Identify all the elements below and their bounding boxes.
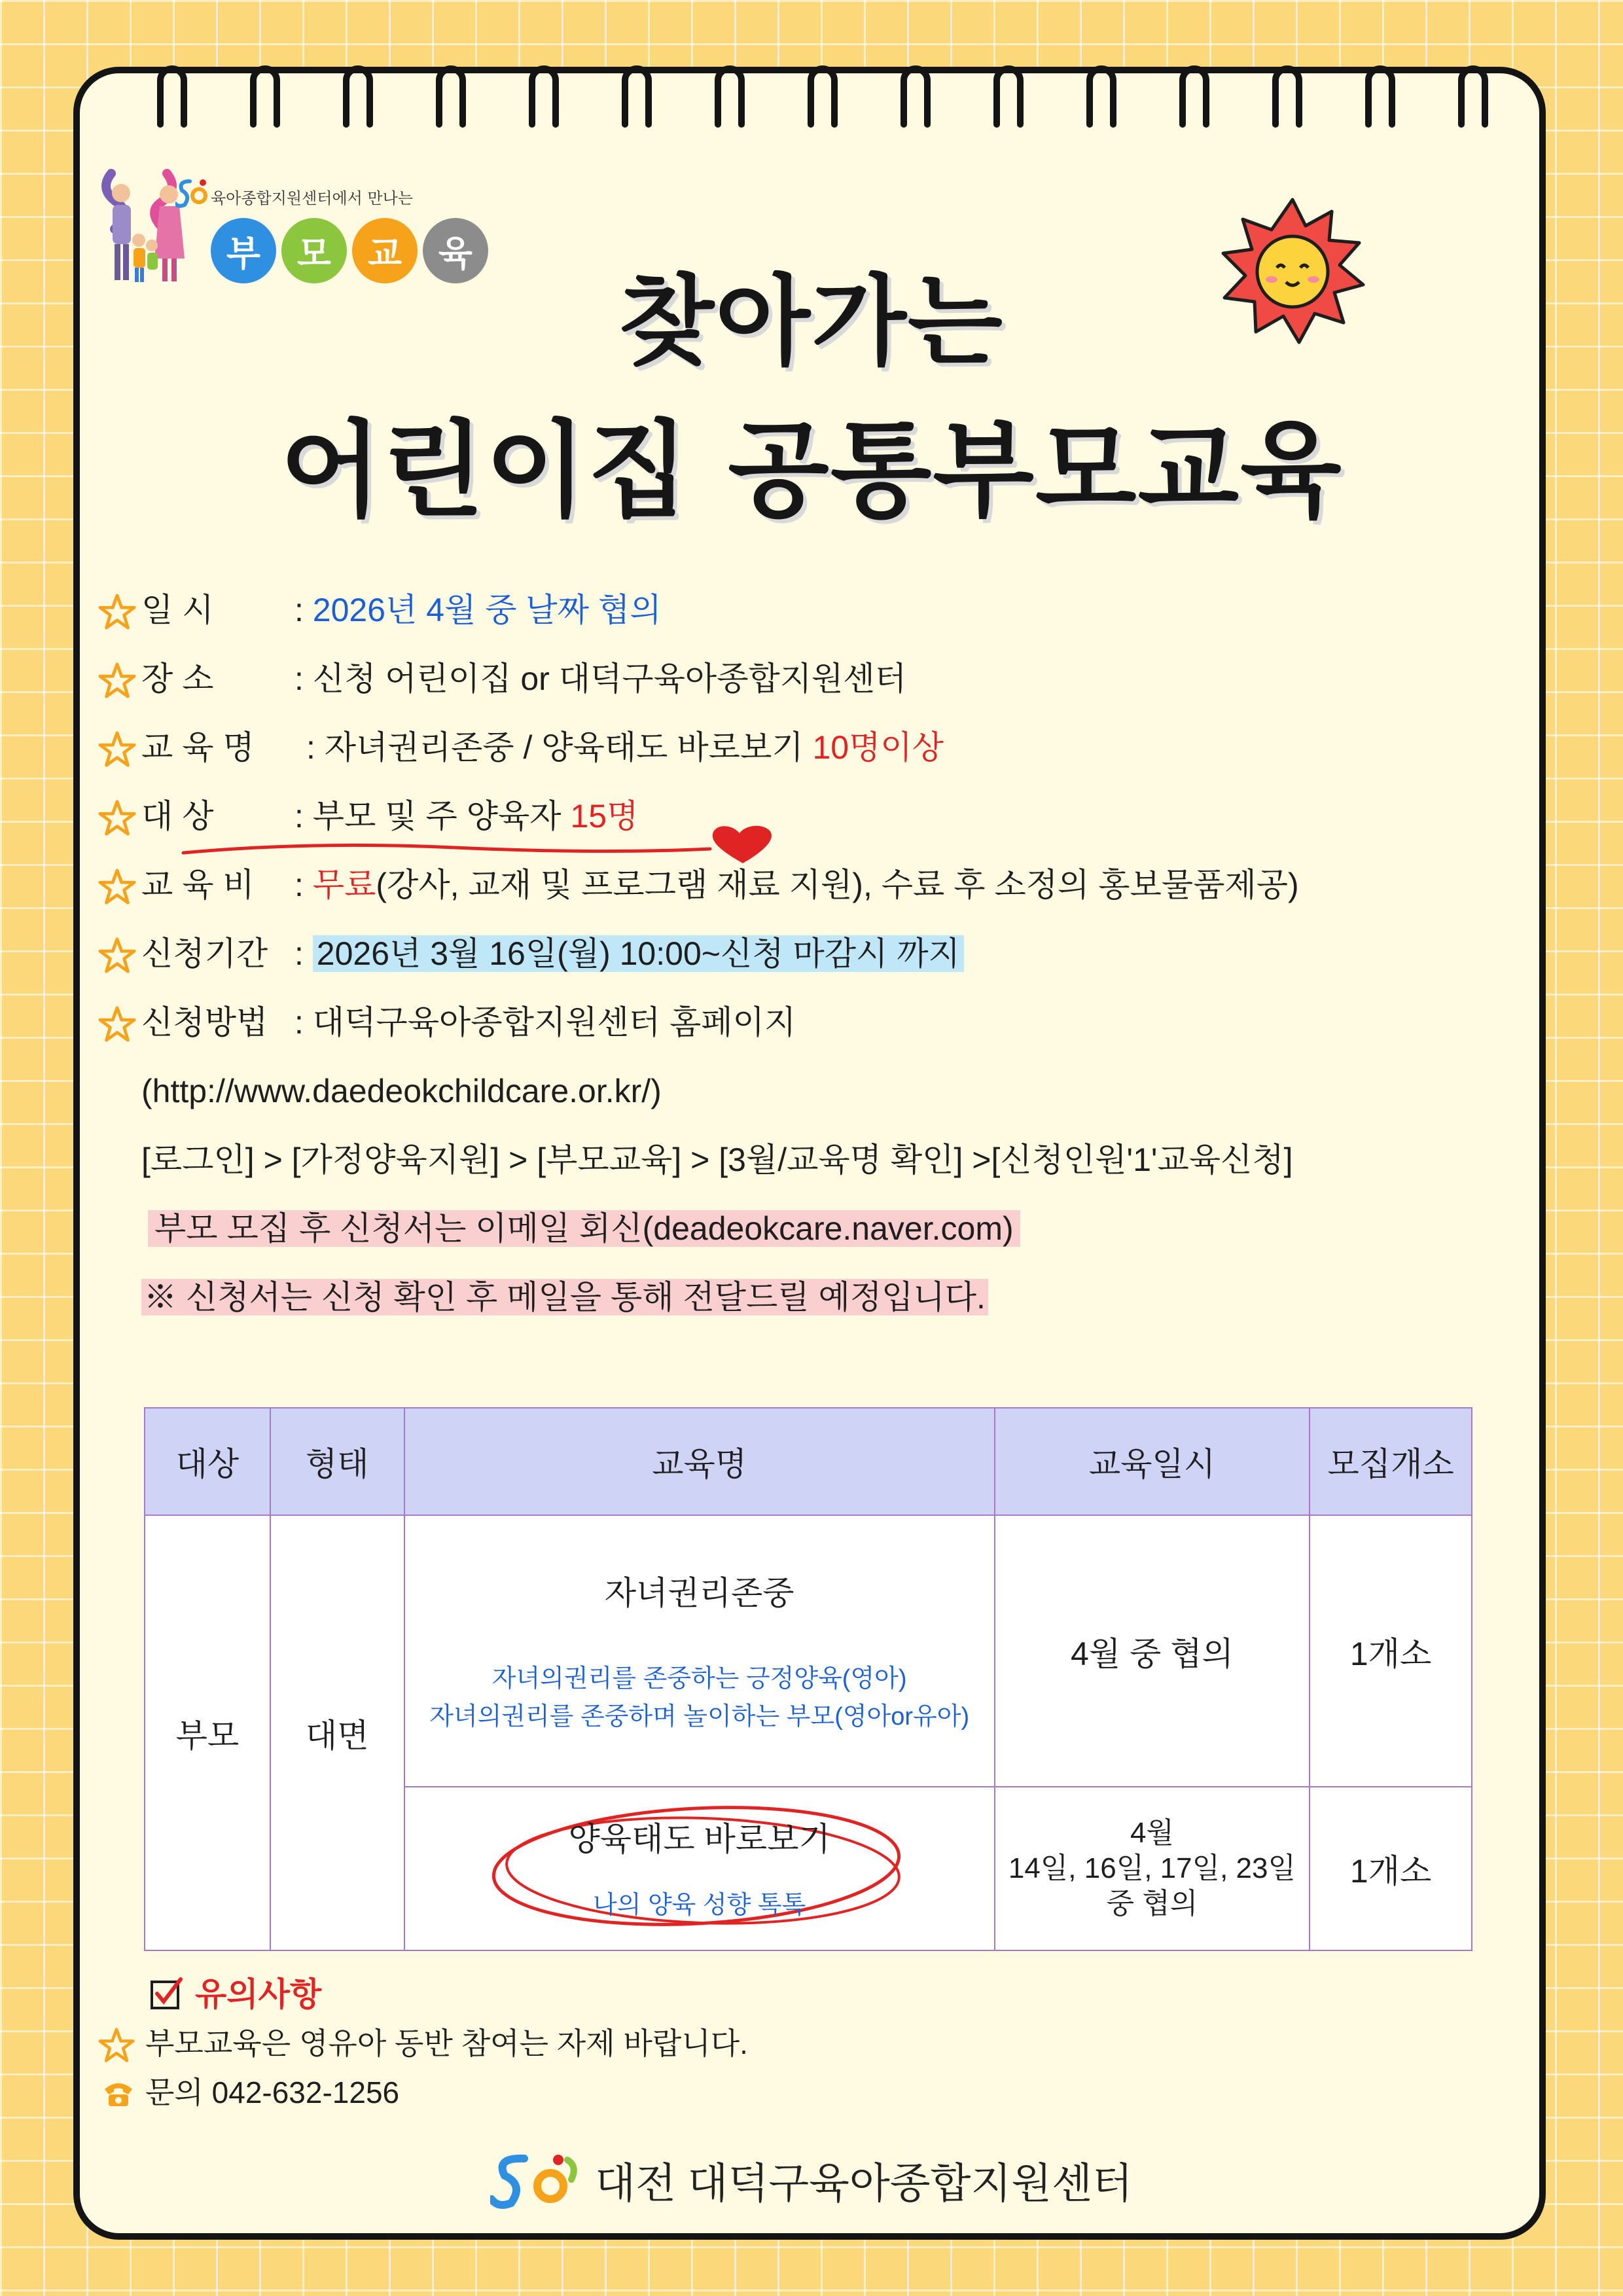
- colon: :: [294, 592, 313, 628]
- binder-ring-icon: [1176, 62, 1213, 128]
- info-section: [98, 576, 1505, 1332]
- star-icon: [98, 1005, 136, 1043]
- apply-email-row: [98, 1194, 1505, 1263]
- course-title: 양육태도 바로보기: [568, 1821, 830, 1857]
- th-count: 모집개소: [1310, 1408, 1472, 1515]
- cell-count: 1개소: [1310, 1515, 1472, 1787]
- colon: :: [294, 935, 313, 972]
- cell-date: [995, 1787, 1310, 1950]
- colon: :: [306, 729, 325, 766]
- th-course-name: 교육명: [404, 1408, 995, 1515]
- binder-ring-icon: [1455, 62, 1491, 128]
- course-desc: 자녀의권리를 존중하는 긍정양육(영아): [491, 1664, 907, 1693]
- info-label: 장 소: [141, 660, 214, 697]
- title-line-2: 어린이집 공통부모교육: [280, 409, 1343, 531]
- binder-ring-icon: [990, 62, 1027, 128]
- info-label: 교 육 비: [141, 867, 255, 903]
- apply-email-note: 부모 모집 후 신청서는 이메일 회신(deadeokcare.naver.com): [148, 1210, 1020, 1247]
- table-header-row: [145, 1408, 1472, 1515]
- heart-icon: [707, 821, 779, 867]
- apply-url[interactable]: (http://www.daedeokchildcare.or.kr/): [141, 1073, 662, 1109]
- binder-ring-icon: [1362, 62, 1399, 128]
- cell-count: 1개소: [1310, 1787, 1472, 1950]
- table-row: [145, 1515, 1472, 1787]
- info-label: 신청기간: [141, 935, 268, 972]
- info-value: 2026년 3월 16일(월) 10:00~신청 마감시 까지: [313, 935, 964, 972]
- info-value: 부모 및 주 양육자: [312, 798, 571, 834]
- binder-ring-icon: [804, 62, 841, 128]
- apply-notice-row: [98, 1263, 1505, 1332]
- center-logo-icon: [175, 176, 208, 209]
- binder-ring-icon: [433, 62, 469, 128]
- info-row-method: [98, 988, 1505, 1057]
- info-row-place: [98, 645, 1505, 713]
- cell-course: [404, 1515, 995, 1787]
- info-value-red: 무료: [312, 867, 376, 903]
- date-note: 중 협의: [1106, 1888, 1198, 1920]
- badge-bu: 부: [211, 218, 276, 283]
- info-value-red: 15명: [570, 798, 639, 834]
- badge-gyo: 교: [352, 218, 418, 283]
- colon: :: [294, 798, 313, 834]
- cell-course: [404, 1787, 995, 1950]
- info-value: 자녀권리존중 / 양육태도 바로보기: [324, 729, 813, 766]
- star-icon: [98, 868, 136, 906]
- date-days: 14일, 16일, 17일, 23일: [1008, 1852, 1296, 1884]
- binder-ring-icon: [154, 62, 190, 128]
- info-value: 2026년 4월 중 날짜 협의: [312, 592, 662, 628]
- checkbox-icon: [149, 1977, 183, 2011]
- binder-ring-icon: [897, 62, 934, 128]
- info-row-course: [98, 713, 1505, 782]
- th-form: 형태: [270, 1408, 404, 1515]
- colon: :: [294, 867, 313, 903]
- cell-target: 부모: [145, 1515, 270, 1950]
- course-desc: 자녀의권리를 존중하며 놀이하는 부모(영아or유아): [429, 1702, 970, 1731]
- note-contact: 문의 042-632-1256: [145, 2075, 400, 2109]
- apply-path-row: [98, 1126, 1505, 1194]
- info-value: (강사, 교재 및 프로그램 재료 지원), 수료 후 소정의 홍보물품제공): [376, 867, 1299, 903]
- info-row-fee: [98, 851, 1505, 920]
- badge-yuk: 육: [423, 218, 488, 283]
- star-icon: [98, 593, 136, 631]
- info-label: 대 상: [141, 798, 214, 834]
- title-line-1: 찾아가는: [619, 265, 1004, 379]
- course-title: 자녀권리존중: [604, 1574, 794, 1611]
- star-icon: [98, 799, 136, 837]
- star-icon: [98, 730, 136, 768]
- info-row-date: [98, 576, 1505, 645]
- center-logo-icon: [490, 2151, 588, 2210]
- cell-form: 대면: [270, 1515, 404, 1950]
- star-icon: [98, 2027, 135, 2064]
- target-underline: [180, 834, 717, 861]
- colon: :: [294, 1004, 313, 1041]
- binder-ring-icon: [340, 62, 376, 128]
- th-course-date: 교육일시: [995, 1408, 1310, 1515]
- footer-org: 대전 대덕구육아종합지원센터: [595, 2160, 1133, 2207]
- apply-notice: ※ 신청서는 신청 확인 후 메일을 통해 전달드릴 예정입니다.: [141, 1279, 988, 1316]
- badge-mo: 모: [281, 218, 347, 283]
- info-value: 신청 어린이집 or 대덕구육아종합지원센터: [312, 660, 907, 697]
- binder-ring-icon: [1269, 62, 1306, 128]
- info-value: 대덕구육아종합지원센터 홈페이지: [312, 1004, 796, 1041]
- star-icon: [98, 662, 136, 700]
- info-label: 일 시: [141, 592, 214, 628]
- center-tagline: 육아종합지원센터에서 만나는: [211, 189, 414, 207]
- info-label: 신청방법: [141, 1004, 268, 1041]
- apply-url-row: [98, 1057, 1505, 1126]
- info-row-period: [98, 920, 1505, 988]
- notes-heading: 유의사항: [195, 1976, 322, 2013]
- binder-ring-icon: [526, 62, 562, 128]
- date-month: 4월: [1130, 1817, 1174, 1849]
- cell-date: 4월 중 협의: [995, 1515, 1310, 1787]
- binder-ring-icon: [247, 62, 283, 128]
- course-desc: 나의 양육 성향 톡톡: [592, 1892, 806, 1919]
- binder-ring-icon: [711, 62, 748, 128]
- binder-ring-icon: [618, 62, 655, 128]
- education-table: [144, 1407, 1472, 1951]
- th-target: 대상: [145, 1408, 270, 1515]
- star-icon: [98, 937, 136, 975]
- info-label: 교 육 명: [141, 729, 255, 766]
- note-item: 부모교육은 영유아 동반 참여는 자제 바랍니다.: [145, 2026, 748, 2060]
- info-value-red: 10명이상: [812, 729, 944, 766]
- binder-ring-icon: [1083, 62, 1120, 128]
- apply-path: [로그인] > [가정양육지원] > [부모교육] > [3월/교육명 확인] >[신청인원'1'교육신청]: [141, 1141, 1293, 1178]
- footer: [0, 2150, 1623, 2210]
- phone-icon: [102, 2077, 135, 2110]
- colon: :: [294, 660, 313, 697]
